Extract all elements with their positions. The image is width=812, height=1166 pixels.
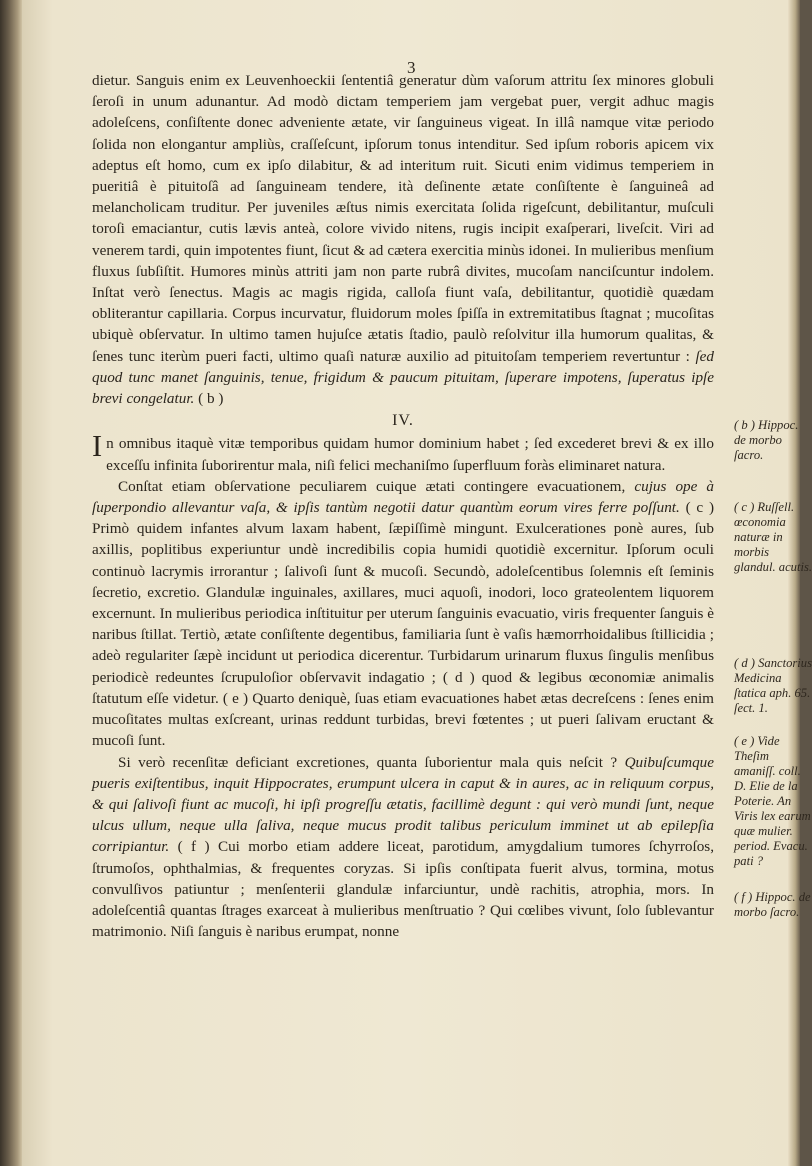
paragraph-4-text-b: ( f ) Cui morbo etiam addere liceat, parotidum, amygdalium tumores ſchyrroſos, ſtrumoſos, ophthalmias, & frequentes coryzas. Si ipſis conſtipata fuerit alvus, tormina, motus convulſivos patiuntur ; menſenterii glandulæ infarciuntur, undè rachitis, atrophia, mors. In adoleſcentiâ quantas ſtrages exarceat à mulieribus menſtruatio ? Qui cœlibes vivunt, ſolo ſublevantur matrimonio. Niſi ſanguis è naribus erumpat, nonne <box>92 838 714 941</box>
paragraph-1-text: dietur. Sanguis enim ex Leuvenhoeckii ſententiâ generatur dùm vaſorum attritu ſex minores globuli ſeroſi in unum adunantur. Ad modò dictam temperiem jam vergebat puer, vergit adhuc magis adoleſcens, conſiſtente donec adveniente ætate, vir ſanguineus vigeat. In illâ namque vitæ periodo ſolida non elongantur ampliùs, craſſeſcunt, ipſorum tonus intenditur. Sed ipſum roboris apicem vix adeptus eſt homo, cum ex ipſo dilabitur, & ad interitum ruit. Sicuti enim vidimus temperiem in pueritiâ è pituitoſâ ad ſanguineam tendere, ità deſinente ætate conſiſtente è ſanguineâ ad melancholicam truditur. Per juveniles æſtus nimis exercitata ſolida rigeſcunt, debilitantur, muſculi toroſi emaciantur, cutis lævis anteà, colore vivido nitens, rugis incipit exaſperari, liveſcit. Viri ad venerem tardi, quin impotentes fiunt, ſicut & ad cætera exercitia minùs idonei. In mulieribus menſium fluxus ſubſiſtit. Humores minùs attriti jam non parte rubrâ divites, mucoſam nanciſcuntur indolem. Inſtat verò ſenectus. Magis ac magis rigida, calloſa fiunt vaſa, debilitantur, quotidiè quædam obliterantur capillaria. Corpus incurvatur, fluidorum moles ſpiſſa in extremitatibus ſtagnat ; mucoſitas ubiquè obſervatur. In ultimo tamen hujuſce ætatis ſtadio, paulò reſolvitur illa humorum qualitas, & ſenes tunc iterùm pueri facti, ultimo quaſi naturæ auxilio ad pituitoſam temperiem revertuntur : <box>92 72 714 365</box>
paragraph-1 <box>92 70 714 409</box>
paragraph-4-text-a: Si verò recenſitæ deficiant excretiones, quanta ſuborientur mala quis neſcit ? <box>118 753 618 771</box>
book-spine-shadow <box>0 0 22 1166</box>
margin-note-b: ( b ) Hippoc. de morbo ſacro. <box>734 418 799 462</box>
paragraph-4 <box>92 752 714 943</box>
margin-note-f: ( f ) Hippoc. de morbo ſacro. <box>734 890 811 919</box>
page-edge <box>788 0 800 1166</box>
paragraph-1-quote: ſed quod tunc manet ſanguinis, tenue, frigidum & paucum pituitam, ſuperare impotens, ſuperatus ipſe brevi congelatur. <box>92 347 715 408</box>
main-text-column <box>92 70 714 942</box>
paragraph-3-text-a: Conſtat etiam obſervatione peculiarem cuique ætati contingere evacuationem, <box>118 477 626 495</box>
paragraph-2: In omnibus itaquè vitæ temporibus quidam humor dominium habet ; ſed excederet brevi & ex illo exceſſu infinita ſuborirentur mala, niſi felici mechaniſmo ſuperfluum foràs eliminaret natura. <box>92 429 714 474</box>
paragraph-3-text-b: ( c ) Primò quidem infantes alvum laxam habent, ſæpiſſimè mingunt. Exulcerationes ponè aures, ſub axillis, poplitibus experiuntur undè incredibilis copia humidi quotidiè excernitur. Ipſorum oculi continuò lacrymis irrorantur ; ſalivoſi ſunt & mucoſi. Secundò, adoleſcentibus ſolemnis eſt ſeminis ſecretio, excretio. Glandulæ inguinales, axillares, muci aquoſi, inodori, loco grateolentem liquorem excernunt. In mulieribus periodica inſtituitur per uterum ſanguinis evacuatio, viris frequenter ſanguis è naribus ſtillat. Tertiò, ætate conſiſtente degentibus, familiaria ſunt è vaſis hæmorrhoidalibus ſtillicidia ; adeò regulariter ſæpè incidunt ut periodica dicerentur. Turbidarum urinarum fluxus ſingulis menſibus periodicè redeuntes ſcrupuloſior obſervavit indagatio ; ( d ) quod & legibus œconomiæ animalis ſtatutum eſſe videtur. ( e ) Quarto deniquè, ſuas etiam evacuationes habet ætas decreſcens : ſenes enim mucoſitates multas exſcreant, urinas reddunt turbidas, brevi fœtentes ; ut pueri ſalivam eructant & mucoſi ſunt. <box>92 499 715 750</box>
page-number: 3 <box>407 58 416 77</box>
margin-note-e: ( e ) Vide Theſim amaniſſ. coll. D. Elie de la Poterie. An Viris lex earum quæ mulier. period. Evacu. pati ? <box>734 734 811 868</box>
margin-note-d: ( d ) Sanctorius Medicina ſtatica aph. 65. ſect. 1. <box>734 656 812 715</box>
paragraph-3-quote: cujus ope à ſuperpondio allevantur vaſa, & ipſis tantùm negotii datur quantùm eorum vires ferre poſſunt. <box>92 477 715 517</box>
footnote-ref-b: ( b ) <box>198 390 224 408</box>
book-page <box>22 0 812 1166</box>
section-numeral: IV. <box>392 412 414 430</box>
paragraph-3 <box>92 476 714 752</box>
margin-note-c: ( c ) Ruſſell. œconomia naturæ in morbis glandul. acutis. <box>734 500 812 574</box>
paragraph-4-quote: Quibuſcumque pueris exiſtentibus, inquit Hippocrates, erumpunt ulcera in caput & in aures, ac in reliquum corpus, & qui ſalivoſi fiunt ac mucoſi, hi ipſi progreſſu ætatis, facillimè degunt : qui verò mundi ſunt, neque ulcus ullum, neque ulla ſaliva, neque mucus prodit talibus periculum imminet ut ab epilepſia corripiantur. <box>92 753 714 856</box>
